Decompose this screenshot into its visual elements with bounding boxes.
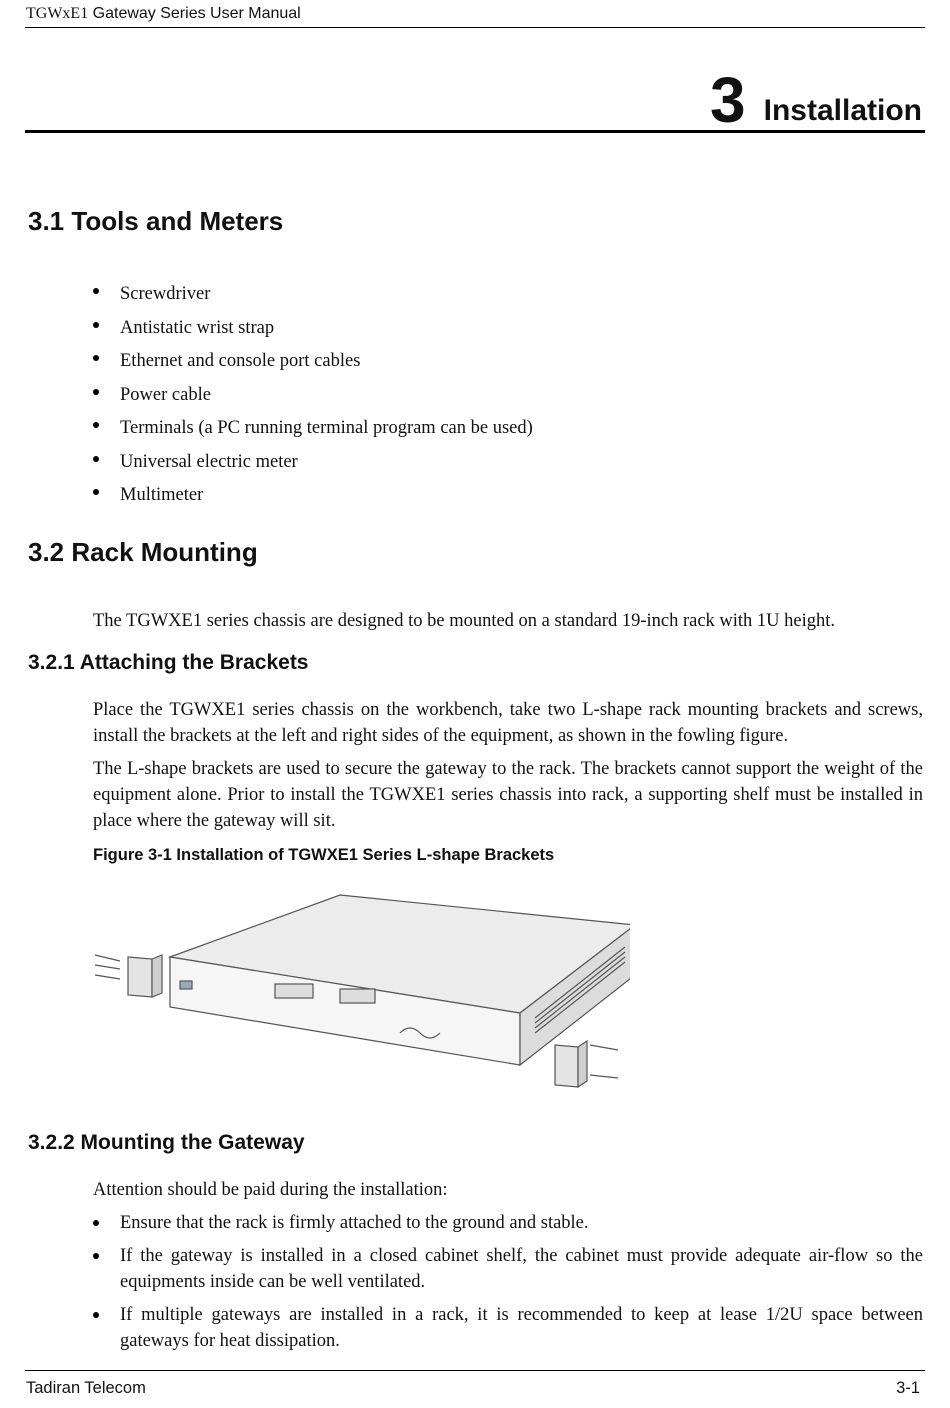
footer-page-number: 3-1: [896, 1379, 920, 1397]
section-3-2-2-intro: Attention should be paid during the installation:: [93, 1180, 448, 1200]
list-item-text: Antistatic wrist strap: [120, 317, 275, 338]
section-3-2-title: 3.2 Rack Mounting: [28, 537, 258, 567]
section-3-2-1-title: 3.2.1 Attaching the Brackets: [28, 651, 309, 674]
gateway-chassis-illustration: [90, 885, 630, 1095]
list-item: [90, 446, 533, 480]
list-item: [90, 1210, 923, 1236]
bracket-installation-figure: [90, 885, 630, 1095]
chapter-rule: [25, 130, 925, 133]
list-item-text: If the gateway is installed in a closed cabinet shelf, the cabinet must provide adequate air-flow so the equipments inside can be well ventilated.: [120, 1246, 923, 1292]
bullet-icon: [93, 422, 99, 428]
header-rule: [25, 27, 925, 28]
list-item-text: Terminals (a PC running terminal program can be used): [120, 418, 533, 438]
running-header: [26, 5, 301, 23]
manual-title-model: TGWxE1: [26, 5, 89, 22]
list-item-text: Universal electric meter: [120, 451, 298, 472]
list-item: [90, 379, 533, 413]
list-item: [90, 1243, 923, 1295]
list-item: [90, 1302, 923, 1354]
tools-list: [90, 278, 533, 513]
list-item-text: Multimeter: [120, 485, 204, 505]
list-item: [90, 412, 533, 446]
list-item: [90, 312, 533, 346]
bullet-icon: [93, 489, 99, 495]
figure-caption: Figure 3-1 Installation of TGWXE1 Series L-shape Brackets: [93, 846, 555, 864]
bullet-icon: [93, 355, 99, 361]
section-3-2-intro: The TGWXE1 series chassis are designed to be mounted on a standard 19-inch rack with 1U height.: [93, 611, 836, 631]
chapter-number: 3: [710, 64, 746, 136]
section-3-2-2-title: 3.2.2 Mounting the Gateway: [28, 1131, 305, 1154]
footer-rule: [25, 1370, 925, 1371]
bullet-icon: [93, 1312, 99, 1318]
list-item-text: If multiple gateways are installed in a rack, it is recommended to keep at lease 1/2U space between gateways for heat dissipation.: [120, 1305, 923, 1351]
list-item-text: Power cable: [120, 384, 211, 405]
section-3-1-title: 3.1 Tools and Meters: [28, 206, 284, 236]
list-item-text: Screwdriver: [120, 284, 211, 304]
mounting-notes-list: [90, 1210, 923, 1354]
bullet-icon: [93, 1253, 99, 1259]
bullet-icon: [93, 288, 99, 294]
list-item: [90, 345, 533, 379]
list-item: [90, 479, 533, 513]
chapter-title: Installation: [763, 94, 922, 127]
section-3-2-1-para1: Place the TGWXE1 series chassis on the workbench, take two L-shape rack mounting brackets and screws, install the brackets at the left and right sides of the equipment, as shown in the fowling figure.: [93, 700, 923, 746]
bullet-icon: [93, 389, 99, 395]
manual-title-text: Gateway Series User Manual: [88, 5, 301, 22]
chapter-heading: [710, 60, 922, 136]
section-3-2-1-para2: The L-shape brackets are used to secure the gateway to the rack. The brackets cannot support the weight of the equipment alone. Prior to install the TGWXE1 series chassis into rack, a supporting shelf must be installed in place where the gateway will sit.: [93, 759, 923, 831]
bullet-icon: [93, 322, 99, 328]
list-item-text: Ethernet and console port cables: [120, 351, 361, 371]
bullet-icon: [93, 456, 99, 462]
bullet-icon: [93, 1220, 99, 1226]
footer-company: Tadiran Telecom: [26, 1379, 146, 1397]
list-item-text: Ensure that the rack is firmly attached to the ground and stable.: [120, 1213, 589, 1233]
list-item: [90, 278, 533, 312]
